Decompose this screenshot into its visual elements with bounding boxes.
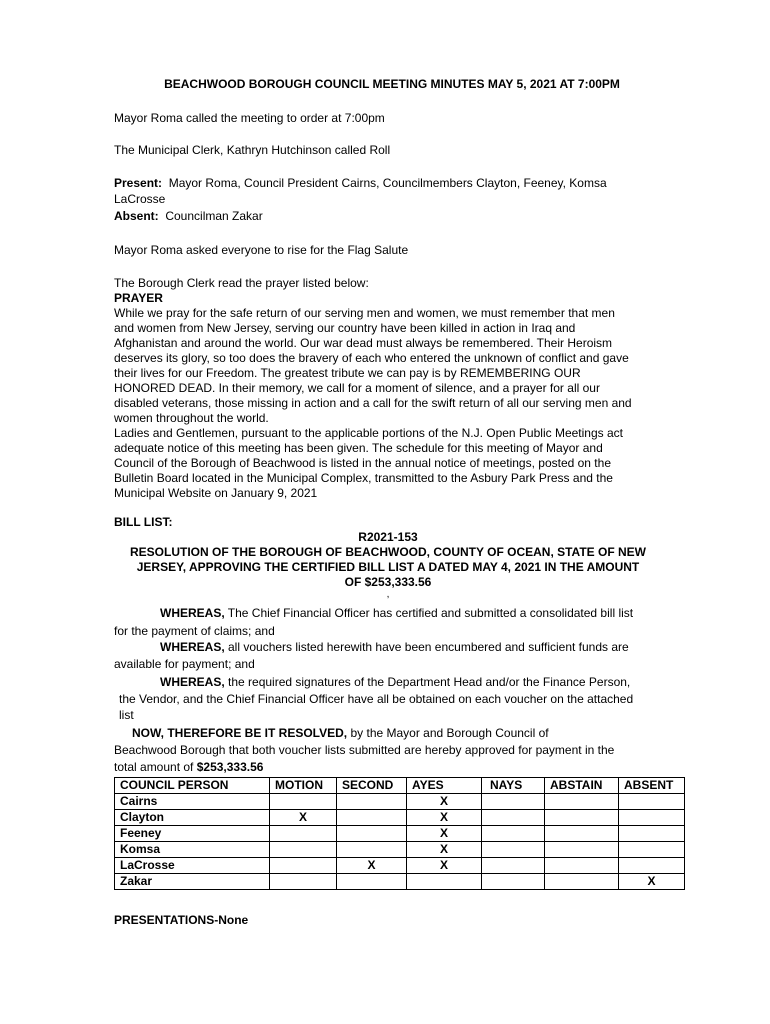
prayer-line: While we pray for the safe return of our serving men and women, we must remember that men — [114, 306, 615, 320]
header-ayes: AYES — [407, 778, 482, 794]
ayes-cell: X — [407, 810, 482, 826]
nays-cell — [482, 810, 545, 826]
second-cell: X — [337, 858, 407, 874]
abstain-cell — [545, 842, 619, 858]
roll-call: The Municipal Clerk, Kathryn Hutchinson called Roll — [114, 143, 391, 157]
whereas-3 — [160, 675, 680, 690]
resolution-title-line: RESOLUTION OF THE BOROUGH OF BEACHWOOD, COUNTY OF OCEAN, STATE OF NEW — [130, 545, 646, 559]
header-motion: MOTION — [270, 778, 337, 794]
present-text: Mayor Roma, Council President Cairns, Councilmembers Clayton, Feeney, Komsa — [168, 176, 607, 190]
stray-mark: , — [386, 589, 390, 600]
nays-cell — [482, 858, 545, 874]
notice-line: adequate notice of this meeting has been given. The schedule for this meeting of Mayor and — [114, 441, 603, 455]
bill-list-heading: BILL LIST: — [114, 515, 173, 529]
abstain-cell — [545, 810, 619, 826]
ayes-cell: X — [407, 858, 482, 874]
nays-cell — [482, 794, 545, 810]
motion-cell — [270, 874, 337, 890]
resolved-text: by the Mayor and Borough Council of — [347, 726, 549, 740]
absent-text: Councilman Zakar — [165, 209, 263, 223]
whereas-text: The Chief Financial Officer has certified and submitted a consolidated bill list — [224, 606, 634, 620]
council-person-cell: Cairns — [115, 794, 270, 810]
header-nays: NAYS — [482, 778, 545, 794]
header-second: SECOND — [337, 778, 407, 794]
present-continued: LaCrosse — [114, 192, 166, 206]
absent-cell — [619, 794, 685, 810]
table-row — [115, 874, 685, 890]
motion-cell: X — [270, 810, 337, 826]
ayes-cell: X — [407, 842, 482, 858]
resolution-title-line: JERSEY, APPROVING THE CERTIFIED BILL LIST A DATED MAY 4, 2021 IN THE AMOUNT — [136, 560, 640, 574]
abstain-cell — [545, 858, 619, 874]
prayer-line: women throughout the world. — [114, 411, 269, 425]
resolved-clause — [132, 726, 672, 741]
second-cell — [337, 842, 407, 858]
motion-cell — [270, 858, 337, 874]
document-title: BEACHWOOD BOROUGH COUNCIL MEETING MINUTES MAY 5, 2021 AT 7:00PM — [164, 77, 620, 91]
notice-line: Council of the Borough of Beachwood is listed in the annual notice of meetings, posted on the — [114, 456, 611, 470]
notice-line: Ladies and Gentlemen, pursuant to the applicable portions of the N.J. Open Public Meetings act — [114, 426, 623, 440]
abstain-cell — [545, 794, 619, 810]
prayer-line: Afghanistan and around the world. Our war dead must always be remembered. Their Heroism — [114, 336, 613, 350]
table-row — [115, 842, 685, 858]
resolved-amount-line — [114, 760, 674, 775]
absent-cell — [619, 810, 685, 826]
resolved-amount: $253,333.56 — [196, 760, 264, 774]
whereas-text: all vouchers listed herewith have been encumbered and sufficient funds are — [224, 640, 629, 654]
table-row — [115, 826, 685, 842]
whereas-1 — [160, 606, 680, 621]
council-person-cell: Feeney — [115, 826, 270, 842]
whereas-1-continued: for the payment of claims; and — [114, 624, 275, 638]
notice-line: Municipal Website on January 9, 2021 — [114, 486, 318, 500]
table-row — [115, 810, 685, 826]
prayer-line: their lives for our Freedom. The greatest tribute we can pay is by REMEMBERING OUR — [114, 366, 581, 380]
abstain-cell — [545, 874, 619, 890]
prayer-line: deserves its glory, so too does the bravery of each who entered the unknown of conflict and gave — [114, 351, 629, 365]
whereas-label: WHEREAS, — [160, 606, 225, 620]
absent-line — [114, 209, 674, 224]
presentations-heading: PRESENTATIONS-None — [114, 913, 249, 927]
second-cell — [337, 810, 407, 826]
prayer-heading: PRAYER — [114, 291, 163, 305]
notice-line: Bulletin Board located in the Municipal Complex, transmitted to the Asbury Park Press and the — [114, 471, 613, 485]
prayer-line: disabled veterans, those missing in action and a call for the swift return of all our serving men and — [114, 396, 632, 410]
ayes-cell — [407, 874, 482, 890]
prayer-body — [114, 306, 662, 501]
motion-cell — [270, 794, 337, 810]
whereas-label: WHEREAS, — [160, 675, 225, 689]
absent-cell — [619, 858, 685, 874]
whereas-text: the required signatures of the Department Head and/or the Finance Person, — [224, 675, 631, 689]
resolved-amount-prefix: total amount of — [114, 760, 197, 774]
header-council-person: COUNCIL PERSON — [115, 778, 270, 794]
prayer-line: and women from New Jersey, serving our country have been killed in action in Iraq and — [114, 321, 576, 335]
resolved-label: NOW, THEREFORE BE IT RESOLVED, — [132, 726, 348, 740]
whereas-3-continued-2: list — [119, 708, 134, 722]
council-person-cell: LaCrosse — [115, 858, 270, 874]
vote-table-header-row — [115, 778, 685, 794]
abstain-cell — [545, 826, 619, 842]
present-line — [114, 176, 674, 191]
second-cell — [337, 794, 407, 810]
second-cell — [337, 874, 407, 890]
council-person-cell: Komsa — [115, 842, 270, 858]
whereas-2-continued: available for payment; and — [114, 657, 255, 671]
table-row — [115, 858, 685, 874]
nays-cell — [482, 874, 545, 890]
flag-salute: Mayor Roma asked everyone to rise for the Flag Salute — [114, 243, 409, 257]
absent-cell: X — [619, 874, 685, 890]
whereas-2 — [160, 640, 680, 655]
council-person-cell: Clayton — [115, 810, 270, 826]
nays-cell — [482, 842, 545, 858]
resolution-number: R2021-153 — [358, 530, 418, 544]
whereas-label: WHEREAS, — [160, 640, 225, 654]
resolution-title-line: OF $253,333.56 — [344, 575, 432, 589]
second-cell — [337, 826, 407, 842]
ayes-cell: X — [407, 794, 482, 810]
absent-label: Absent: — [114, 209, 159, 223]
header-absent: ABSENT — [619, 778, 685, 794]
prayer-line: HONORED DEAD. In their memory, we call for a moment of silence, and a prayer for all our — [114, 381, 600, 395]
council-person-cell: Zakar — [115, 874, 270, 890]
vote-table — [114, 777, 685, 890]
motion-cell — [270, 826, 337, 842]
resolution-title — [114, 545, 662, 590]
motion-cell — [270, 842, 337, 858]
header-abstain: ABSTAIN — [545, 778, 619, 794]
nays-cell — [482, 826, 545, 842]
absent-cell — [619, 842, 685, 858]
prayer-intro: The Borough Clerk read the prayer listed below: — [114, 276, 369, 290]
call-to-order: Mayor Roma called the meeting to order at 7:00pm — [114, 111, 385, 125]
absent-cell — [619, 826, 685, 842]
resolved-continued: Beachwood Borough that both voucher lists submitted are hereby approved for payment in the — [114, 743, 615, 757]
ayes-cell: X — [407, 826, 482, 842]
table-row — [115, 794, 685, 810]
present-label: Present: — [114, 176, 163, 190]
whereas-3-continued: the Vendor, and the Chief Financial Officer have all be obtained on each voucher on the attached — [119, 692, 634, 706]
